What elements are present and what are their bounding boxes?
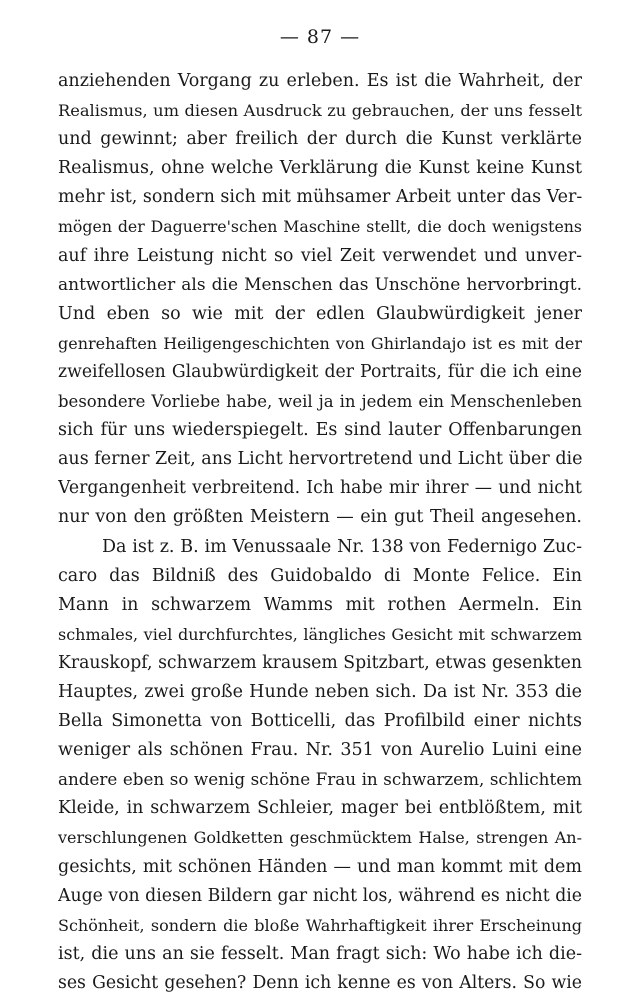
text-line: sich für uns wiederspiegelt. Es sind lauter Offenbarungen	[58, 420, 582, 441]
text-line: Krauskopf, schwarzem krausem Spitzbart, etwas gesenkten	[58, 652, 582, 673]
text-line: und gewinnt; aber freilich der durch die Kunst verklärte	[58, 129, 582, 150]
text-line: Bella Simonetta von Botticelli, das Profilbild einer nichts	[58, 711, 582, 732]
text-line: anziehenden Vorgang zu erleben. Es ist die Wahrheit, der	[58, 71, 582, 91]
body-text	[58, 67, 582, 998]
text-line: Schönheit, sondern die bloße Wahrhaftigkeit ihrer Erscheinung	[58, 915, 582, 935]
text-line: ses Gesicht gesehen? Denn ich kenne es von Alters. So wie	[58, 972, 582, 993]
text-line: mögen der Daguerre'schen Maschine stellt, die doch wenigstens	[58, 217, 582, 237]
text-line: verschlungenen Goldketten geschmücktem Halse, strengen An-	[58, 828, 582, 848]
text-line: Auge von diesen Bildern gar nicht los, während es nicht die	[58, 885, 582, 906]
text-line: nur von den größten Meistern — ein gut Theil angesehen.	[58, 507, 582, 528]
text-line: weniger als schönen Frau. Nr. 351 von Aurelio Luini eine	[58, 740, 582, 761]
text-line: Kleide, in schwarzem Schleier, mager bei entblößtem, mit	[58, 798, 582, 819]
text-line: besondere Vorliebe habe, weil ja in jedem ein Menschenleben	[58, 392, 582, 412]
text-line: Vergangenheit verbreitend. Ich habe mir ihrer — und nicht	[58, 478, 582, 499]
text-line: Realismus, ohne welche Verklärung die Kunst keine Kunst	[58, 158, 582, 179]
text-line: zweifellosen Glaubwürdigkeit der Portraits, für die ich eine	[58, 361, 582, 382]
text-line: aus ferner Zeit, ans Licht hervortretend und Licht über die	[58, 449, 582, 470]
text-line: Hauptes, zwei große Hunde neben sich. Da ist Nr. 353 die	[58, 681, 582, 702]
text-line: andere eben so wenig schöne Frau in schwarzem, schlichtem	[58, 769, 582, 790]
text-line: antwortlicher als die Menschen das Unschöne hervorbringt.	[58, 274, 582, 295]
page-number: — 87 —	[279, 26, 361, 48]
text-line: gesichts, mit schönen Händen — und man kommt mit dem	[58, 856, 582, 877]
text-line: schmales, viel durchfurchtes, längliches Gesicht mit schwarzem	[58, 624, 582, 644]
text-line: auf ihre Leistung nicht so viel Zeit verwendet und unver-	[58, 245, 582, 266]
text-line: Realismus, um diesen Ausdruck zu gebrauchen, der uns fesselt	[58, 101, 582, 121]
text-line: genrehaften Heiligengeschichten von Ghirlandajo ist es mit der	[58, 333, 582, 353]
text-line: Mann in schwarzem Wamms mit rothen Aermeln. Ein	[58, 594, 582, 615]
text-line: Da ist z. B. im Venussaale Nr. 138 von Federnigo Zuc-	[102, 536, 582, 557]
text-line: ist, die uns an sie fesselt. Man fragt sich: Wo habe ich die-	[58, 943, 582, 964]
text-line: Und eben so wie mit der edlen Glaubwürdigkeit jener	[58, 303, 582, 324]
text-line: caro das Bildniß des Guidobaldo di Monte Felice. Ein	[58, 565, 582, 586]
text-line: mehr ist, sondern sich mit mühsamer Arbeit unter das Ver-	[58, 187, 582, 208]
